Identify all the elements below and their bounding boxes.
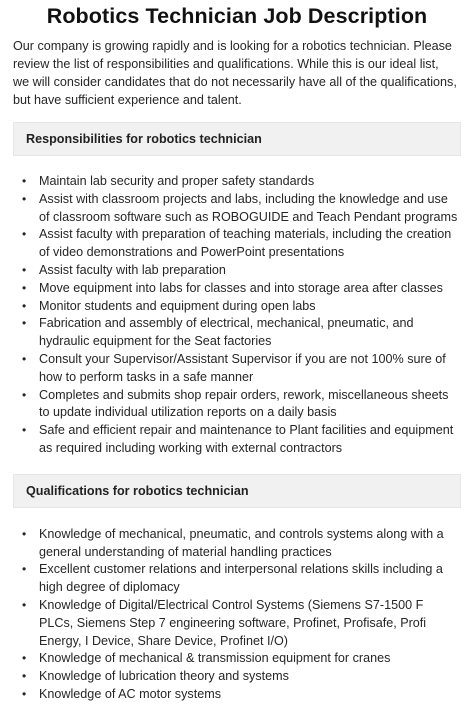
bullet-icon: • <box>22 387 27 402</box>
list-item: • Knowledge of lubrication theory and systems <box>13 668 461 686</box>
list-item: • Knowledge of Digital/Electrical Control Systems (Siemens S7-1500 F PLCs, Siemens Step 7 engineering software, Profinet, Profisafe, Profi Energy, I Device, Share Device, Profinet I/O) <box>22 597 427 648</box>
bullet-icon: • <box>22 597 27 612</box>
list-item: • Consult your Supervisor/Assistant Supervisor if you are not 100% sure of how to perform tasks in a safe manner <box>22 351 446 384</box>
qualifications-list <box>13 526 461 704</box>
bullet-icon: • <box>22 174 27 188</box>
qualifications-heading: Qualifications for robotics technician <box>26 483 249 498</box>
list-item: • Assist faculty with lab preparation <box>13 262 461 280</box>
list-item: • Move equipment into labs for classes and into storage area after classes <box>13 280 461 298</box>
bullet-icon: • <box>22 227 27 242</box>
list-item: • Assist faculty with preparation of teaching materials, including the creation of video demonstrations and PowerPoint presentations <box>22 227 452 260</box>
intro-paragraph: Our company is growing rapidly and is looking for a robotics technician. Please review the list of responsibilities and qualifications. While this is our ideal list, we will consider candidates that do not necessarily have all of the qualifications, but have sufficient experience and talent. <box>13 39 457 107</box>
responsibilities-header <box>13 122 461 156</box>
bullet-icon: • <box>22 423 27 438</box>
list-item: • Safe and efficient repair and maintenance to Plant facilities and equipment as required including working with external contractors <box>22 423 454 455</box>
bullet-icon: • <box>22 191 27 206</box>
responsibilities-heading: Responsibilities for robotics technician <box>26 132 262 146</box>
bullet-icon: • <box>22 280 27 295</box>
list-item: • Knowledge of mechanical & transmission equipment for cranes <box>13 650 461 668</box>
bullet-icon: • <box>22 651 27 666</box>
bullet-icon: • <box>22 351 27 366</box>
qualifications-header <box>13 474 461 508</box>
bullet-icon: • <box>22 262 27 277</box>
list-item: • Assist with classroom projects and labs, including the knowledge and use of classroom software such as ROBOGUIDE and Teach Pendant programs <box>22 191 458 224</box>
list-item: • Monitor students and equipment during open labs <box>13 298 461 316</box>
responsibilities-list <box>13 173 461 458</box>
list-item: • Excellent customer relations and interpersonal relations skills including a high degree of diplomacy <box>22 562 443 595</box>
list-item: • Completes and submits shop repair orders, rework, miscellaneous sheets to update individual utilization reports on a daily basis <box>22 387 449 420</box>
bullet-icon: • <box>22 298 27 313</box>
list-item: • Knowledge of mechanical, pneumatic, and controls systems along with a general understanding of material handling practices <box>22 526 444 559</box>
list-item: • Fabrication and assembly of electrical, mechanical, pneumatic, and hydraulic equipment for the Seat factories <box>22 316 414 349</box>
list-item: • Knowledge of AC motor systems <box>13 686 461 704</box>
list-item: • Maintain lab security and proper safety standards <box>13 173 461 191</box>
bullet-icon: • <box>22 686 27 701</box>
bullet-icon: • <box>22 669 27 684</box>
page-title: Robotics Technician Job Description <box>46 4 428 28</box>
bullet-icon: • <box>22 316 27 331</box>
bullet-icon: • <box>22 526 27 541</box>
bullet-icon: • <box>22 562 27 577</box>
qualifications-section <box>13 474 461 704</box>
